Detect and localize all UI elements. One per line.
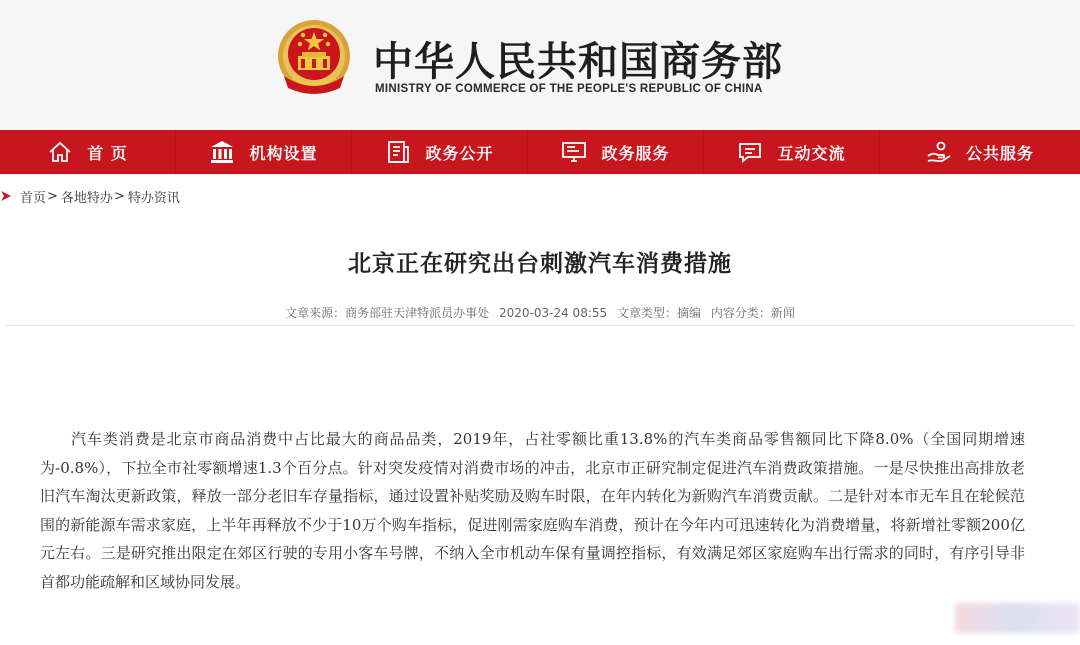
breadcrumb-local-offices-link[interactable]: 各地特办 bbox=[60, 190, 113, 206]
national-emblem-icon[interactable] bbox=[276, 18, 352, 98]
article-type: 文章类型：摘编 bbox=[616, 306, 701, 320]
nav-item-label: 公共服务 bbox=[965, 143, 1034, 163]
breadcrumb-separator: > bbox=[113, 188, 125, 204]
home-icon bbox=[47, 139, 73, 165]
article-category: 内容分类：新闻 bbox=[710, 306, 795, 320]
nav-item-organization[interactable] bbox=[176, 130, 352, 174]
monitor-icon bbox=[561, 139, 587, 165]
chat-icon bbox=[737, 139, 763, 165]
breadcrumb-separator: > bbox=[47, 188, 58, 204]
nav-item-label: 首 页 bbox=[87, 143, 128, 163]
nav-item-label: 互动交流 bbox=[777, 143, 846, 163]
breadcrumb-arrow-icon bbox=[0, 190, 12, 202]
breadcrumb bbox=[0, 186, 180, 206]
nav-item-public-services[interactable] bbox=[880, 130, 1080, 174]
site-header bbox=[0, 0, 1080, 130]
nav-item-label: 政务服务 bbox=[601, 143, 670, 163]
nav-item-home[interactable] bbox=[0, 130, 176, 174]
main-nav bbox=[0, 130, 1080, 174]
building-icon bbox=[209, 139, 235, 165]
article-source: 文章来源：商务部驻天津特派员办事处 bbox=[285, 306, 490, 320]
article-meta bbox=[0, 304, 1080, 321]
meta-divider bbox=[6, 325, 1074, 326]
nav-item-interaction[interactable] bbox=[704, 130, 880, 174]
breadcrumb-home-link[interactable]: 首页 bbox=[20, 190, 47, 206]
nav-item-label: 政务公开 bbox=[425, 143, 494, 163]
document-icon bbox=[385, 139, 411, 165]
site-title: 中华人民共和国商务部 bbox=[373, 39, 783, 85]
site-subtitle: MINISTRY OF COMMERCE OF THE PEOPLE'S REPUBLIC OF CHINA bbox=[375, 83, 763, 95]
nav-item-government-affairs[interactable] bbox=[352, 130, 528, 174]
article-date: 2020-03-24 08:55 bbox=[499, 306, 608, 320]
nav-item-government-services[interactable] bbox=[528, 130, 704, 174]
blurred-watermark bbox=[955, 603, 1080, 633]
article-title: 北京正在研究出台刺激汽车消费措施 bbox=[348, 250, 732, 277]
article-body: 汽车类消费是北京市商品消费中占比最大的商品品类，2019年，占社零额比重13.8%的汽车类商品零售额同比下降8.0%（全国同期增速为-0.8%），下拉全市社零额增速1.3个百分点。针对突发疫情对消费市场的冲击，北京市正研究制定促进汽车消费政策措施。一是尽快推出高排放老旧汽车淘汰更新政策，释放一部分老旧车存量指标，通过设置补贴奖励及购车时限，在年内转化为新购汽车消费贡献。二是针对本市无车且在轮候范围的新能源车需求家庭，上半年再释放不少于10万个购车指标，促进刚需家庭购车消费，预计在今年内可迅速转化为消费增量，将新增社零额200亿元左右。三是研究推出限定在郊区行驶的专用小客车号牌，不纳入全市机动车保有量调控指标，有效满足郊区家庭购车出行需求的同时，有序引导非首都功能疏解和区域协同发展。 bbox=[40, 430, 1025, 591]
breadcrumb-news-link[interactable]: 特办资讯 bbox=[127, 190, 180, 206]
nav-item-label: 机构设置 bbox=[249, 143, 318, 163]
hand-icon bbox=[926, 139, 952, 165]
